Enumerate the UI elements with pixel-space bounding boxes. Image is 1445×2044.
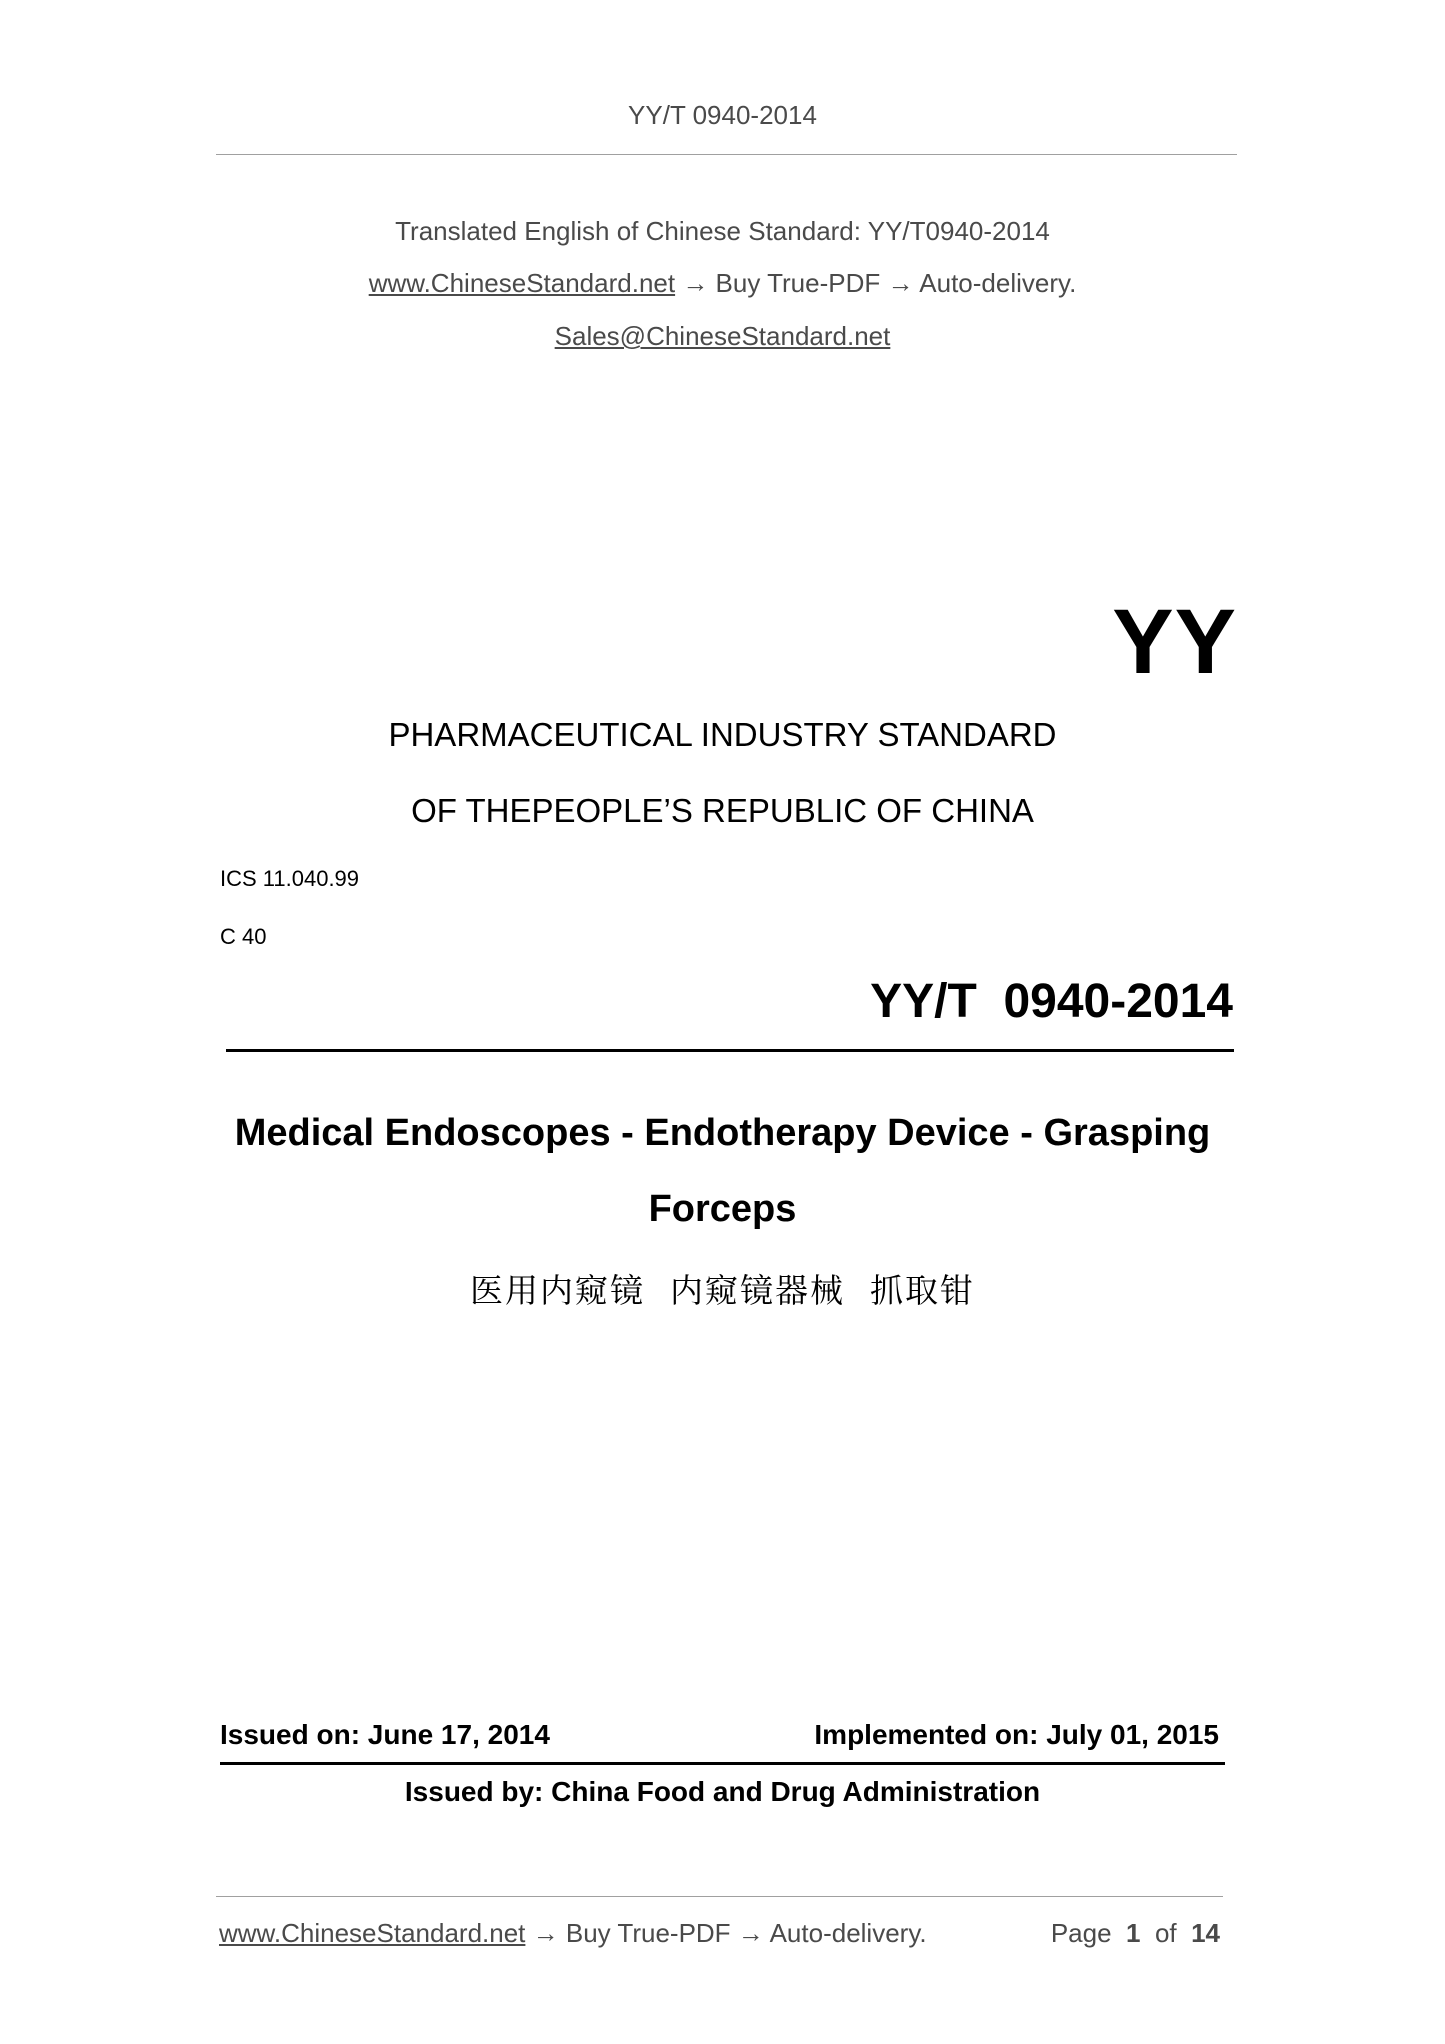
page-word: Page <box>1050 1918 1112 1948</box>
arrow-icon: → <box>525 1918 566 1948</box>
translated-notice: Translated English of Chinese Standard: YY/T0940-2014 <box>395 216 1050 246</box>
footer-purchase-line <box>219 1918 927 1949</box>
standard-heading-line-1: PHARMACEUTICAL INDUSTRY STANDARD <box>388 716 1057 753</box>
page-total: 14 <box>1191 1918 1220 1948</box>
dates-divider <box>220 1762 1225 1765</box>
footer-delivery-text: Auto-delivery. <box>769 1918 927 1948</box>
issued-on-date: Issued on: June 17, 2014 <box>220 1719 550 1750</box>
site-link[interactable]: www.ChineseStandard.net <box>368 268 676 298</box>
english-title-line-2: Forceps <box>648 1188 797 1230</box>
purchase-line <box>0 268 1445 299</box>
issuing-authority: Issued by: China Food and Drug Administration <box>404 1776 1041 1807</box>
page-current: 1 <box>1126 1918 1141 1948</box>
footer-buy-text: Buy True-PDF <box>565 1918 731 1948</box>
header-divider <box>216 154 1237 155</box>
standard-category-mark: YY <box>1112 591 1237 693</box>
footer-divider <box>216 1896 1223 1897</box>
sales-email-link[interactable]: Sales@ChineseStandard.net <box>554 321 891 351</box>
ics-code: ICS 11.040.99 <box>220 866 360 891</box>
running-header: YY/T 0940-2014 <box>628 100 817 130</box>
chinese-title: 医用内窥镜 内窥镜器械 抓取钳 <box>470 1271 975 1310</box>
footer-site-link[interactable]: www.ChineseStandard.net <box>219 1918 526 1948</box>
title-divider <box>226 1049 1234 1052</box>
arrow-icon: → <box>675 268 716 298</box>
buy-text: Buy True-PDF <box>715 268 881 298</box>
delivery-text: Auto-delivery. <box>919 268 1077 298</box>
page-indicator <box>900 1918 1220 1949</box>
standard-number: YY/T 0940-2014 <box>870 975 1233 1028</box>
english-title-line-1: Medical Endoscopes - Endotherapy Device - Grasping <box>234 1112 1211 1154</box>
arrow-icon: → <box>730 1918 770 1948</box>
ccs-code: C 40 <box>220 924 267 949</box>
email-line <box>0 321 1445 352</box>
standard-heading-line-2: OF THEPEOPLE’S REPUBLIC OF CHINA <box>411 792 1034 829</box>
arrow-icon: → <box>880 268 920 298</box>
page-of: of <box>1154 1918 1177 1948</box>
implemented-on-date: Implemented on: July 01, 2015 <box>814 1719 1219 1750</box>
